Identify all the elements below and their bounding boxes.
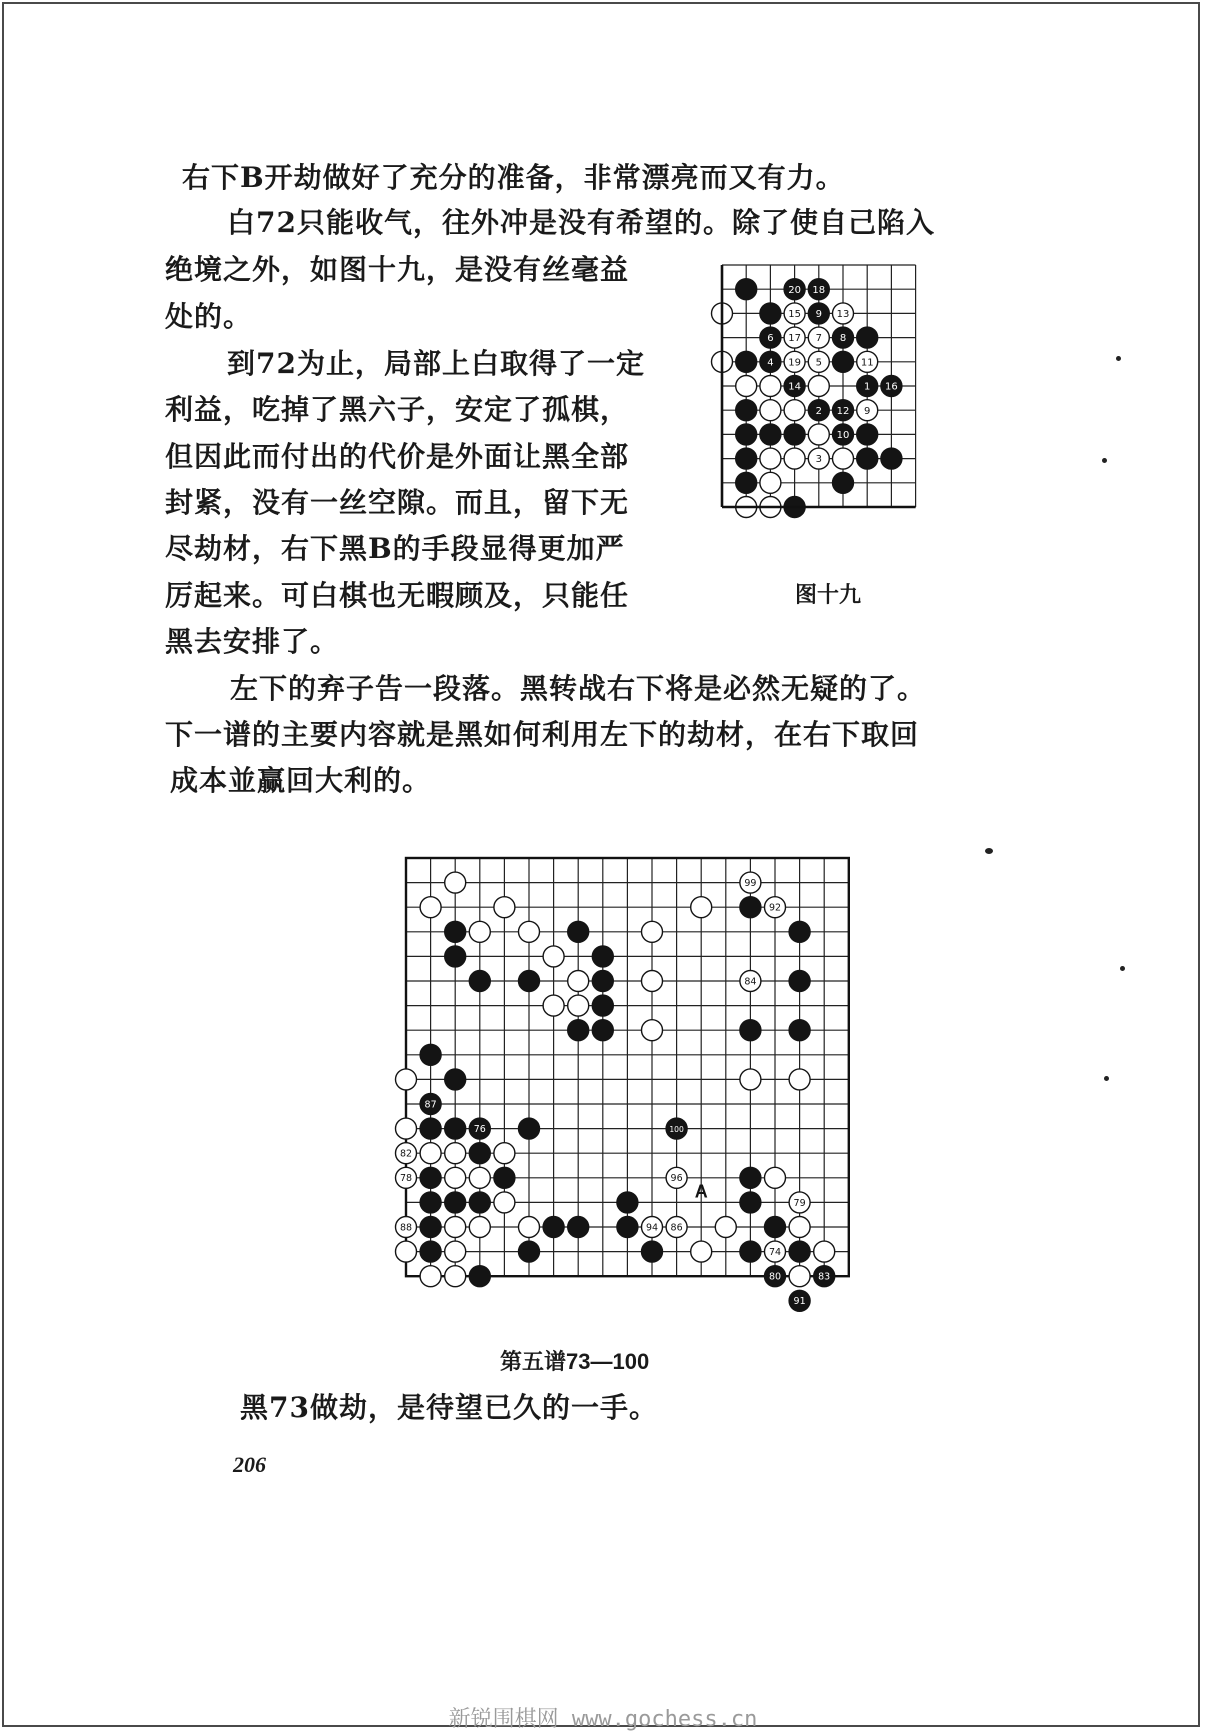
fig5-white-stone <box>691 1241 712 1262</box>
fig5-black-stone <box>789 971 810 992</box>
fig5-black-stone <box>568 1217 589 1238</box>
fig19-move-number: 2 <box>815 405 822 417</box>
fig5-move-number: 96 <box>670 1173 683 1185</box>
fig5-black-stone <box>592 1020 613 1041</box>
fig5-white-stone <box>445 1167 466 1188</box>
fig5-black-stone <box>740 1020 761 1041</box>
fig5-black-stone <box>445 1069 466 1090</box>
fig5-white-stone <box>420 1143 441 1164</box>
fig5-move-number: 74 <box>768 1247 782 1259</box>
fig5-white-stone <box>445 872 466 893</box>
fig5-black-stone <box>740 897 761 918</box>
fig5-black-stone <box>420 1118 441 1139</box>
fig19-move-number: 11 <box>860 357 874 369</box>
fig5-white-stone <box>789 1069 810 1090</box>
fig5-black-stone <box>765 1217 786 1238</box>
fig5-white-stone <box>420 897 441 918</box>
fig5-move-number: 94 <box>645 1222 659 1234</box>
fig5-white-stone <box>789 1266 810 1287</box>
fig5-black-stone <box>519 1118 540 1139</box>
fig19-move-number: 15 <box>788 309 801 320</box>
fig5-white-stone <box>519 921 540 942</box>
fig5-move-number: 78 <box>399 1173 413 1185</box>
fig5-black-stone <box>469 1143 490 1164</box>
fig19-move-number: 4 <box>767 357 774 369</box>
figure-19-caption: 图十九 <box>795 582 862 607</box>
fig5-white-stone <box>396 1069 417 1090</box>
fig19-move-number: 5 <box>815 357 822 369</box>
page-number: 206 <box>233 1452 266 1477</box>
fig5-white-stone <box>494 897 515 918</box>
fig5-white-stone <box>715 1217 736 1238</box>
fig5-move-number: 100 <box>669 1125 684 1135</box>
fig5-black-stone <box>445 921 466 942</box>
fig5-white-stone <box>568 971 589 992</box>
fig5-black-stone <box>420 1217 441 1238</box>
fig5-black-stone <box>642 1241 663 1262</box>
fig5-white-stone <box>814 1241 835 1262</box>
fig5-white-stone <box>445 1266 466 1287</box>
fig5-black-stone <box>617 1192 638 1213</box>
fig19-move-number: 10 <box>836 430 850 441</box>
fig5-black-stone <box>445 946 466 967</box>
fig5-black-stone <box>420 1192 441 1213</box>
paragraph-line: 黑去安排了。 <box>165 625 340 658</box>
fig5-white-stone <box>519 1217 540 1238</box>
fig5-white-stone <box>469 1217 490 1238</box>
fig5-move-number: 82 <box>399 1148 413 1160</box>
fig5-black-stone <box>789 1241 810 1262</box>
fig5-black-stone <box>617 1217 638 1238</box>
fig5-white-stone <box>494 1192 515 1213</box>
fig5-white-stone <box>445 1241 466 1262</box>
fig5-move-number: 99 <box>744 878 757 890</box>
scan-speck <box>1104 1076 1109 1081</box>
scan-speck <box>1120 966 1125 971</box>
fig5-black-stone <box>420 1241 441 1262</box>
paragraph-line: 成本並赢回大利的。 <box>170 764 432 797</box>
fig19-move-number: 20 <box>788 284 801 296</box>
fig5-white-stone <box>691 897 712 918</box>
paragraph-line: 白72只能收气，往外冲是没有希望的。除了使自己陷入 <box>227 206 935 239</box>
fig5-move-number: 84 <box>744 976 757 988</box>
fig5-white-stone <box>396 1241 417 1262</box>
fig5-white-stone <box>642 921 663 942</box>
fig5-black-stone <box>494 1167 515 1188</box>
commentary-line: 黑73做劫，是待望已久的一手。 <box>240 1391 658 1424</box>
fig19-move-number: 9 <box>815 309 822 320</box>
fig19-move-number: 17 <box>788 333 801 345</box>
paragraph-line: 绝境之外，如图十九，是没有丝毫益 <box>165 253 630 286</box>
fig19-move-number: 18 <box>812 284 826 296</box>
game-record-caption: 第五谱73—100 <box>500 1349 650 1374</box>
fig5-black-stone <box>420 1167 441 1188</box>
fig19-move-number: 13 <box>836 309 850 320</box>
fig5-move-number: 88 <box>399 1222 413 1234</box>
fig5-marker-label: A <box>694 1181 708 1202</box>
fig5-white-stone <box>765 1167 786 1188</box>
fig5-white-stone <box>469 1167 490 1188</box>
fig5-move-number: 80 <box>768 1271 782 1283</box>
fig19-move-number: 12 <box>836 405 850 417</box>
scan-speck <box>985 848 993 854</box>
paragraph-line: 到72为止，局部上白取得了一定 <box>227 347 645 380</box>
fig5-white-stone <box>642 1020 663 1041</box>
fig5-white-stone <box>469 921 490 942</box>
fig5-white-stone <box>445 1143 466 1164</box>
fig19-move-number: 7 <box>815 333 822 345</box>
paragraph-line: 但因此而付出的代价是外面让黑全部 <box>165 440 630 473</box>
fig5-move-number: 79 <box>793 1197 806 1209</box>
fig5-black-stone <box>469 971 490 992</box>
fig19-move-number: 9 <box>864 405 871 417</box>
fig5-black-stone <box>469 1192 490 1213</box>
fig5-move-number: 91 <box>793 1296 806 1308</box>
paragraph-line: 右下B开劫做好了充分的准备，非常漂亮而又有力。 <box>182 161 845 194</box>
paragraph-line: 厉起来。可白棋也无暇顾及，只能任 <box>165 579 630 612</box>
watermark-footer: 新锐围棋网 www.gochess.cn <box>448 1707 758 1732</box>
fig5-black-stone <box>519 1241 540 1262</box>
fig5-black-stone <box>543 1217 564 1238</box>
fig5-white-stone <box>789 1217 810 1238</box>
fig19-move-number: 14 <box>788 381 801 393</box>
fig5-black-stone <box>469 1266 490 1287</box>
fig5-move-number: 92 <box>768 902 782 914</box>
fig5-black-stone <box>789 921 810 942</box>
fig5-white-stone <box>543 995 564 1016</box>
fig5-black-stone <box>740 1241 761 1262</box>
fig5-black-stone <box>740 1192 761 1213</box>
scan-speck <box>1102 458 1107 463</box>
fig5-black-stone <box>592 995 613 1016</box>
fig5-black-stone <box>568 1020 589 1041</box>
fig5-white-stone <box>568 995 589 1016</box>
fig5-white-stone <box>543 946 564 967</box>
fig5-white-stone <box>642 971 663 992</box>
fig19-move-number: 8 <box>839 333 847 345</box>
fig5-move-number: 86 <box>670 1222 683 1234</box>
fig5-black-stone <box>789 1020 810 1041</box>
fig5-white-stone <box>420 1266 441 1287</box>
fig19-move-number: 19 <box>788 357 801 369</box>
fig5-black-stone <box>519 971 540 992</box>
fig5-black-stone <box>568 921 589 942</box>
fig19-move-number: 3 <box>815 454 822 466</box>
fig19-move-number: 6 <box>767 333 774 345</box>
fig5-black-stone <box>592 971 613 992</box>
fig5-black-stone <box>445 1192 466 1213</box>
fig5-black-stone <box>592 946 613 967</box>
fig19-move-number: 16 <box>885 381 898 393</box>
fig5-move-number: 83 <box>818 1271 831 1283</box>
paragraph-line: 左下的弃子告一段落。黑转战右下将是必然无疑的了。 <box>230 672 927 705</box>
scan-speck <box>1116 356 1121 361</box>
fig5-white-stone <box>396 1118 417 1139</box>
fig5-black-stone <box>740 1167 761 1188</box>
fig5-white-stone <box>445 1217 466 1238</box>
paragraph-line: 封紧，没有一丝空隙。而且，留下无 <box>165 486 630 519</box>
fig5-move-number: 87 <box>424 1099 437 1111</box>
fig5-move-number: 76 <box>473 1124 486 1136</box>
paragraph-line: 尽劫材，右下黑B的手段显得更加严 <box>165 532 625 565</box>
fig5-white-stone <box>494 1143 515 1164</box>
fig19-move-number: 1 <box>864 381 871 393</box>
fig5-white-stone <box>740 1069 761 1090</box>
paragraph-line: 下一谱的主要内容就是黑如何利用左下的劫材，在右下取回 <box>165 718 920 751</box>
paragraph-line: 处的。 <box>165 300 253 333</box>
fig5-black-stone <box>445 1118 466 1139</box>
fig5-black-stone <box>420 1044 441 1065</box>
paragraph-line: 利益，吃掉了黑六子，安定了孤棋， <box>165 393 630 426</box>
